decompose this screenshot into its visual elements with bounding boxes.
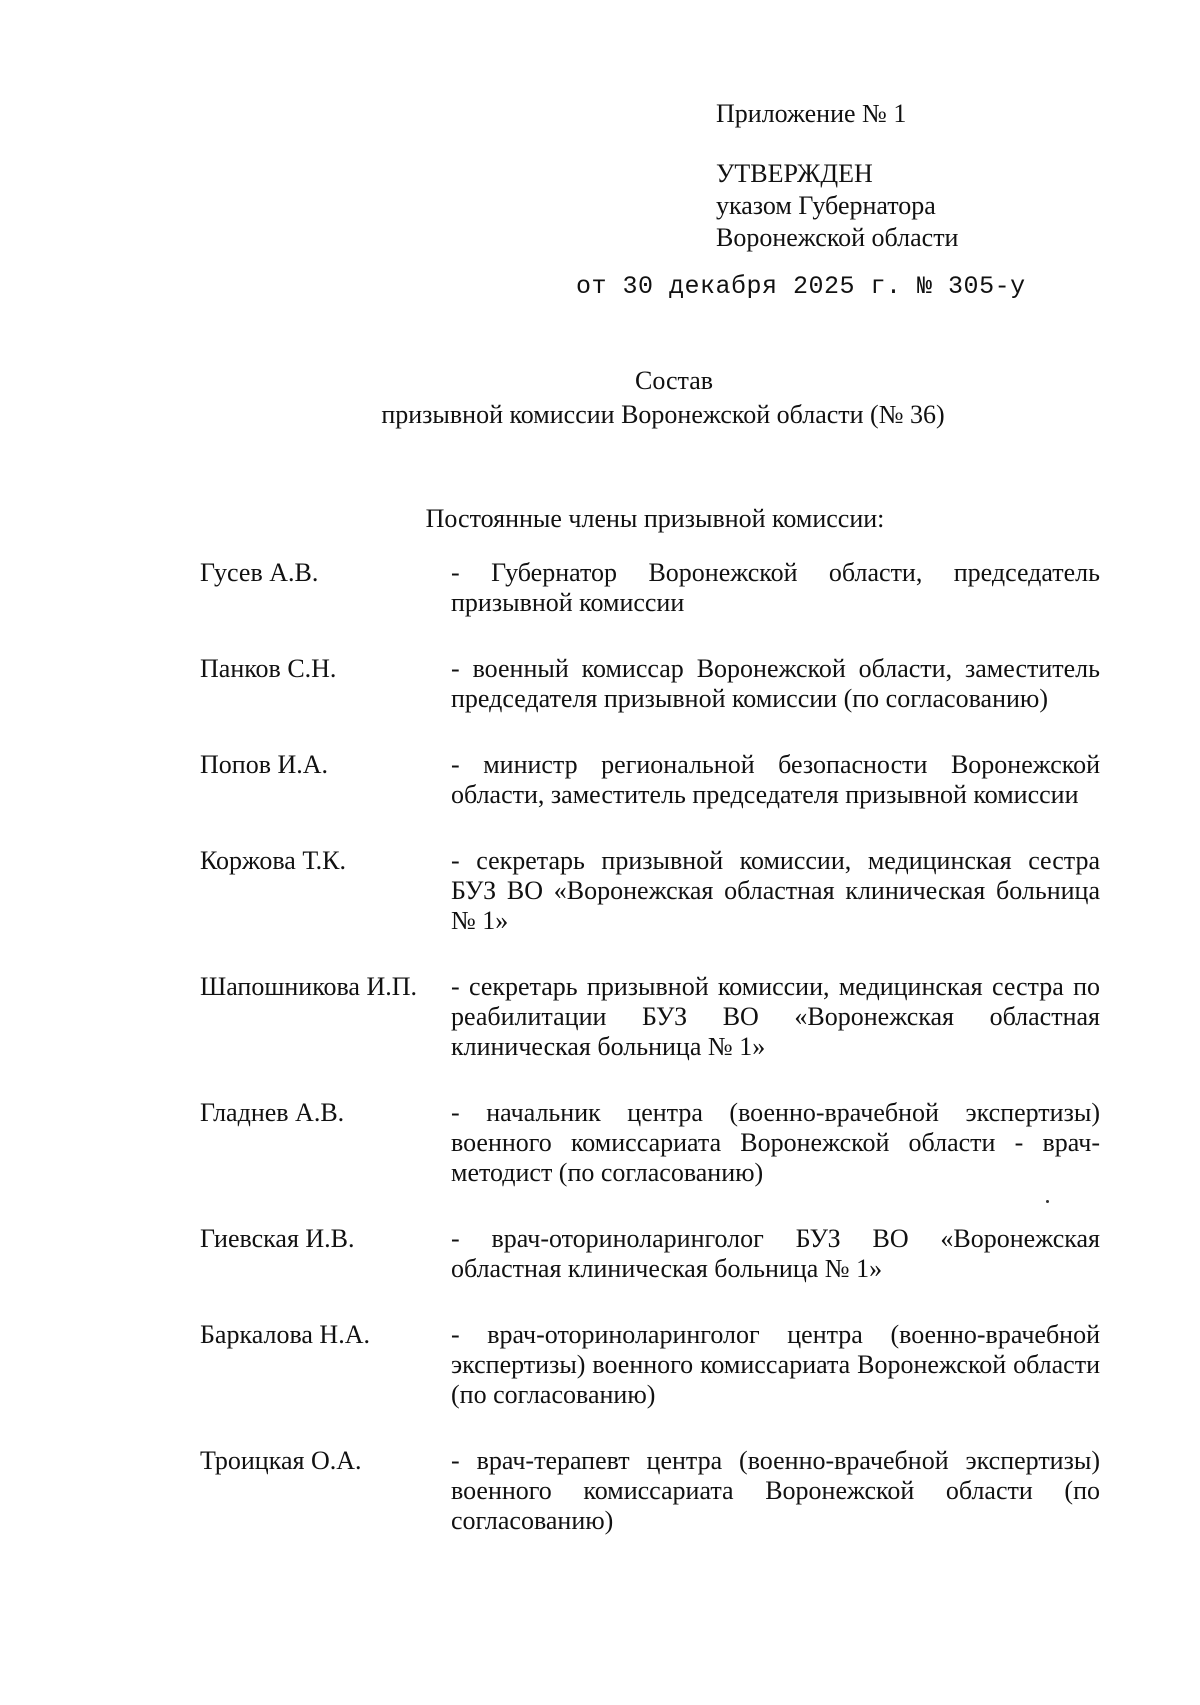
member-entry [200,1320,1100,1410]
member-entry [200,1224,1100,1284]
decree-date-stamp: от 30 декабря 2025 г. № 305-у [576,272,1026,301]
decree-line-2: Воронежской области [716,223,959,252]
section-heading: Постоянные члены призывной комиссии: [425,504,885,533]
member-role: - Губернатор Воронежской области, председатель призывной комиссии [451,558,1100,617]
member-entry [200,1098,1100,1188]
title-line-2: призывной комиссии Воронежской области (№ 36) [381,400,945,429]
member-role: - врач-оториноларинголог БУЗ ВО «Воронежская областная клиническая больница № 1» [451,1224,1100,1283]
member-role: - начальник центра (военно-врачебной экспертизы) военного комиссариата Воронежской области - врач-методист (по согласованию) [451,1098,1100,1187]
member-name: Гладнев А.В. [200,1098,345,1127]
member-entry [200,750,1100,810]
decree-line-1: указом Губернатора [716,191,936,220]
approval-block [716,98,958,254]
member-entry [200,972,1100,1062]
member-entry [200,1446,1100,1536]
member-entry [200,558,1100,618]
member-name: Баркалова Н.А. [200,1320,370,1349]
member-role: - секретарь призывной комиссии, медицинская сестра БУЗ ВО «Воронежская областная клиническая больница № 1» [451,846,1100,935]
member-entry [200,846,1100,936]
approved-label: УТВЕРЖДЕН [716,159,873,188]
document-title [0,364,1200,432]
member-role: - врач-терапевт центра (военно-врачебной экспертизы) военного комиссариата Воронежской области (по согласованию) [451,1446,1100,1535]
member-role: - министр региональной безопасности Воронежской области, заместитель председателя призывной комиссии [451,750,1100,809]
members-list [200,558,1100,1572]
member-name: Попов И.А. [200,750,329,779]
appendix-label: Приложение № 1 [716,99,907,128]
member-name: Гусев А.В. [200,558,319,587]
title-line-1: Состав [634,366,714,395]
member-name: Гиевская И.В. [200,1224,355,1253]
member-name: Шапошникова И.П. [200,972,418,1001]
scan-speck [1046,1200,1049,1203]
member-name: Панков С.Н. [200,654,337,683]
member-name: Коржова Т.К. [200,846,346,875]
member-role: - военный комиссар Воронежской области, заместитель председателя призывной комиссии (по согласованию) [451,654,1100,713]
member-role: - врач-оториноларинголог центра (военно-врачебной экспертизы) военного комиссариата Воронежской области (по согласованию) [451,1320,1100,1409]
member-name: Троицкая О.А. [200,1446,362,1475]
member-entry [200,654,1100,714]
member-role: - секретарь призывной комиссии, медицинская сестра по реабилитации БУЗ ВО «Воронежская областная клиническая больница № 1» [451,972,1100,1061]
